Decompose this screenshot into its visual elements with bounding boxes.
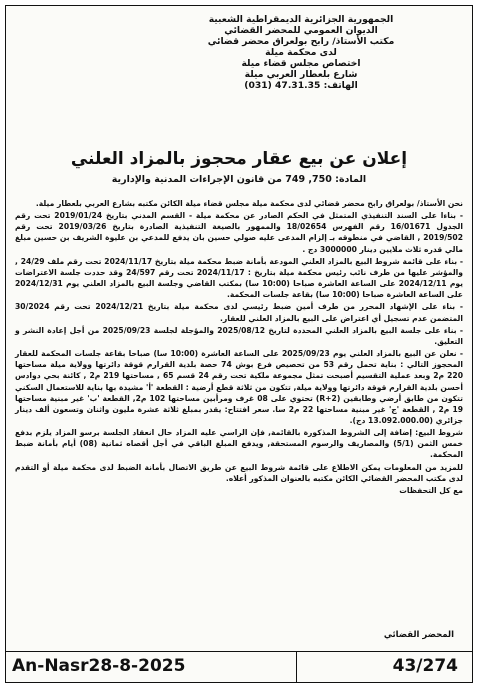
paragraph-property-description: - نعلن عن البيع بالمزاد العلني يوم 2025/09/23 على الساعة العاشرة (10:00 سا) صباحا بقاعة جلسات المحكمة للعقار المحجوز التالي : بناية تحمل رقم 53 من تحصيص فرع بوش 74 حصة بلدية القرارم قوقة دائرتها وولاية ميلة مساحتها 220 م2 وبعد عملية التقسيم أصبحت تمثل مجموعة ملكية تحت رقم 24 قسم 65 , مساحتها 219 م2 , كائنة بحي دوادس أحسن بلدية القرارم قوقة دائرتها وولاية ميلة, تتكون من ثلاثة قطع أرضية : القطعة 'أ' مشيدة بها بناية للاستعمال السكني تتكون من طابق أرضي وطابقين (R+2) تحتوي على 08 غرف ومرأبين مساحتها 102 م2, القطعة 'ب' غير مبنية مساحتها 19 م2 , القطعة 'ج' غير مبنية مساحتها 22 م2 سا. سعر افتتاح: يقدر بمبلغ ثلاثة عشرة مليون واثنان وتسعون ألف دينار جزائري (13.092.000.00 دج). bbox=[15, 349, 464, 425]
header-line: الجمهورية الجزائرية الديمقراطية الشعبية bbox=[208, 14, 394, 25]
header-line: الديوان العمومي للمحضر القضائي bbox=[224, 25, 378, 36]
header-line: مكتب الأستاذ/ رابح بولعراق محضر قضائي bbox=[207, 36, 395, 47]
signature-label: المحضر القضائي bbox=[383, 630, 454, 640]
publication-reference: An-Nasr28-8-2025 bbox=[12, 656, 186, 676]
notice-subtitle: المادة: 750, 749 من قانون الإجراءات المدنية والإدارية bbox=[111, 174, 367, 185]
legal-notice-document bbox=[5, 5, 473, 683]
header-line: شارع بلعطار العربي ميلة bbox=[244, 69, 358, 80]
paragraph-postponement: - بناء على جلسة البيع بالمزاد العلني المحددة لتاريخ 2025/08/12 والمؤجلة لجلسة 2025/09/23 من أجل إعادة النشر و التعليق. bbox=[15, 325, 463, 346]
notice-title: إعلان عن بيع عقار محجوز بالمزاد العلني bbox=[70, 149, 408, 169]
header-line: لدى محكمة ميلة bbox=[265, 47, 337, 58]
paragraph-certificate: - بناء على الإشهاد المحرر من طرف أمين ضبط رئيسي لدى محكمة ميلة بتاريخ 2024/12/21 تحت رقم 30/2024 المتضمن عدم تسجيل أي اعتراض على البيع بالمزاد العلني للعقار. bbox=[15, 302, 463, 323]
footer-divider bbox=[296, 652, 297, 682]
footer-bar bbox=[6, 651, 472, 682]
paragraph-reservations: مع كل التحفظات bbox=[399, 485, 463, 495]
paragraph-executory-title: - بناءا على السند التنفيذي المتمثل في الحكم الصادر عن محكمة ميلة - القسم المدني بتاريخ 2019/01/24 تحت رقم الجدول 16/01671 رقم الفهرس 18/02654 والممهور بالصيغة التنفيذية الصادرة بتاريخ 2019/03/26 تحت رقم 2019/502 , القاضي في منطوقه بـ إلزام المدعى عليه صولي حسين بان يدفع للمدعي بن عليوة الشريف بن حسين مبلغ مالي قدره ثلاث ملايين دينار 3000000 دج . bbox=[15, 211, 463, 254]
header-line: اختصاص مجلس قضاء ميلة bbox=[241, 58, 361, 69]
paragraph-intro: نحن الأستاذ/ بولعراق رابح محضر قضائي لدى محكمة ميلة مجلس قضاء ميلة الكائن مكتبه بشارع العربي بلعطار ميلة. bbox=[35, 199, 463, 208]
paragraph-conditions-list: - بناء على قائمة شروط البيع بالمزاد العلني المودعة بأمانة ضبط محكمة ميلة بتاريخ 2024/11/17 تحت رقم ملف 24/29 , والمؤشر عليها من طرف نائب رئيس محكمة ميلة بتاريخ : 2024/11/17 تحت رقم 24/597 وقد حددت جلسة الاعتراضات يوم 2024/12/11 على الساعة العاشرة صباحا (10:00 سا) بمكتب القاضي وجلسة البيع بالمزاد العلني يوم 2024/12/31 على الساعة العاشرة صباحا (10:00 سا) بقاعة جلسات المحكمة. bbox=[15, 256, 464, 300]
paragraph-more-info: للمزيد من المعلومات يمكن الاطلاع على قائمة شروط البيع عن طريق الاتصال بأمانة الضبط لدى محكمة ميلة أو التقدم لدى مكتب المحضر القضائي الكائن مكتبه بالعنوان المذكور أعلاه. bbox=[15, 462, 463, 483]
header-phone: الهاتف: 47.31.35 (031) bbox=[244, 80, 358, 91]
page-number: 43/274 bbox=[392, 656, 458, 676]
bailiff-header bbox=[181, 14, 421, 91]
notice-body bbox=[15, 198, 463, 497]
paragraph-sale-conditions: شروط البيع: إضافة إلى الشروط المذكورة بالقائمة, فإن الراسي عليه المزاد حال انعقاد الجلسة برسو المزاد يلزم بدفع خمس الثمن (5/1) والمصاريف والرسوم المستحقة, ويدفع المبلغ الباقي في أجل أقصاه ثمانية (08) أيام بأمانة ضبط المحكمة. bbox=[15, 428, 463, 460]
